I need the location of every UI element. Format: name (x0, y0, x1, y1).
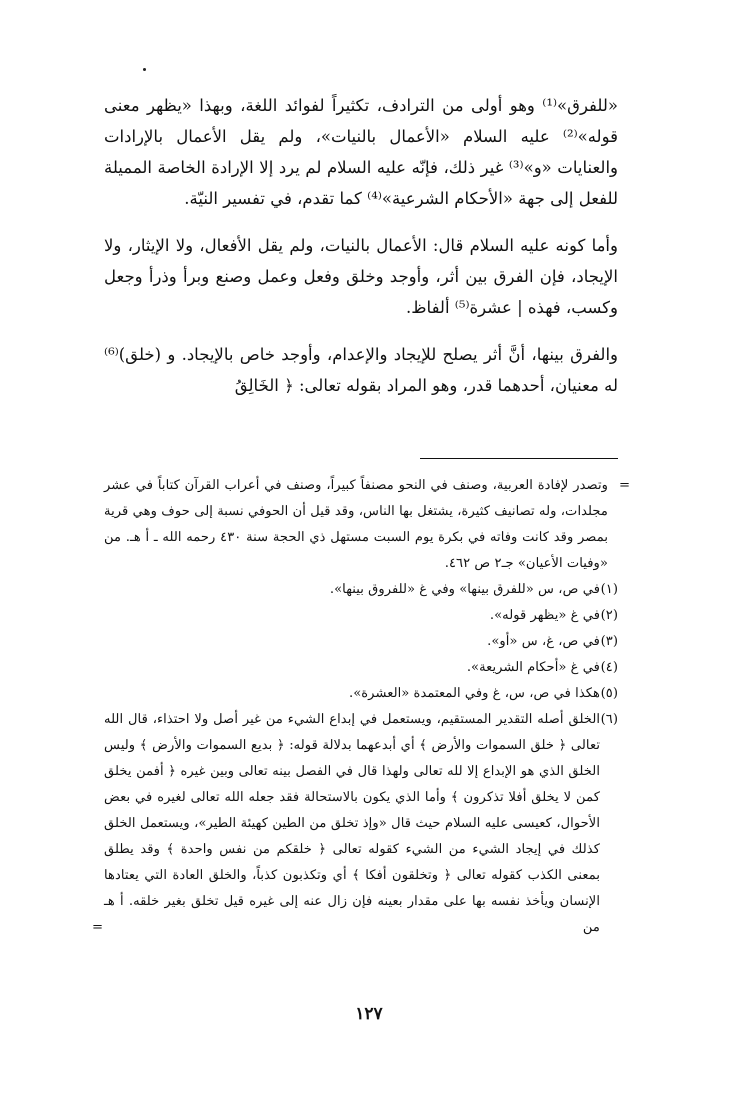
footnote-text: في غ «أحكام الشريعة». (466, 660, 600, 675)
footnote-continuation (104, 473, 630, 577)
footnote-text: في ص، س «للفرق بينها» وفي غ «للفروق بينها». (329, 582, 600, 597)
footnote-text: في غ «يظهر قوله». (489, 608, 600, 623)
footnote-4 (104, 655, 618, 681)
footnote-number: (٤) (600, 660, 618, 675)
footnote-text: هكذا في ص، س، غ وفي المعتمدة «العشرة». (349, 686, 600, 701)
paragraph-1: «للفرق»⁽¹⁾ وهو أولى من الترادف، تكثيراً لفوائد اللغة، وبهذا «يظهر معنى قوله»⁽²⁾ عليه السلام «الأعمال بالنيات»، ولم يقل الأعمال بالإرادات والعنايات «و»⁽³⁾ غير ذلك، فإنّه عليه السلام لم يرد إلا الإرادة الخاصة المميلة للفعل إلى جهة «الأحكام الشرعية»⁽⁴⁾ كما تقدم، في تفسير النيّة. (104, 96, 618, 208)
footnote-2 (104, 603, 618, 629)
ink-dot (143, 68, 146, 71)
footnote-1 (104, 577, 618, 603)
footnote-separator (420, 458, 618, 459)
paragraph-3: والفرق بينها، أنَّ أثر يصلح للإيجاد والإعدام، وأوجد خاص بالإيجاد. و (خلق)⁽⁶⁾ له معنيان، أحدهما قدر، وهو المراد بقوله تعالى: ﴿ الخَالِقُ (104, 345, 618, 395)
footnote-3 (104, 629, 618, 655)
footnote-6 (92, 707, 618, 941)
footnote-number: (١) (600, 582, 618, 597)
footnote-number: (٢) (600, 608, 618, 623)
continuation-marker-end: = (92, 920, 104, 935)
main-text (104, 90, 618, 401)
footnote-5 (104, 681, 618, 707)
footnote-number: (٣) (600, 634, 618, 649)
footnote-number: (٦) (600, 712, 618, 727)
page-number: ١٢٧ (355, 1004, 383, 1024)
footnotes (92, 473, 630, 941)
footnote-text: الخلق أصله التقدير المستقيم، ويستعمل في إبداع الشيء من غير أصل ولا احتذاء، قال الله تعالى ﴿ خلق السموات والأرض ﴾ أي أبدعهما بدلالة قوله: ﴿ بديع السموات والأرض ﴾ وليس الخلق الذي هو الإبداع إلا لله تعالى ولهذا قال في الفصل بينه تعالى وبين غيره ﴿ أفمن يخلق كمن لا يخلق أفلا تذكرون ﴾ وأما الذي يكون بالاستحالة فقد جعله الله تعالى لغيره في بعض الأحوال، كعيسى عليه السلام حيث قال «وإذ تخلق من الطين كهيئة الطير»، ويستعمل الخلق كذلك في إيجاد الشيء من الشيء كقوله تعالى ﴿ خلقكم من نفس واحدة ﴾ وقد يطلق بمعنى الكذب كقوله تعالى ﴿ وتخلقون أفكا ﴾ أي وتكذبون كذباً، والخلق العادة التي يعتادها الإنسان ويأخذ نفسه بها على مقدار بعينه فإن زال عنه إلى غيره قيل تخلق بغير خلقه. أ هـ من (104, 712, 600, 935)
footnote-number: (٥) (600, 686, 618, 701)
footnote-text: في ص، غ، س «أو». (487, 634, 600, 649)
paragraph-2: وأما كونه عليه السلام قال: الأعمال بالنيات، ولم يقل الأفعال، ولا الإيثار، ولا الإيجاد، فإن الفرق بين أثر، وأوجد وخلق وفعل وعمل وصنع وبرأ وذرأ وجعل وكسب، فهذه | عشرة⁽⁵⁾ ألفاظ. (104, 236, 618, 317)
continuation-text: وتصدر لإفادة العربية، وصنف في النحو مصنفاً كبيراً، وصنف في أعراب القرآن كتاباً في عشر مجلدات، وله تصانيف كثيرة، يشتغل بها الناس، وقد قيل أن الحوفي نسبة إلى حوف وهي قرية بمصر وقد كانت وفاته في بكرة يوم السبت مستهل ذي الحجة سنة ٤٣٠ رحمه الله ـ أ هـ. من «وفيات الأعيان» جـ٢ ص ٤٦٢. (104, 478, 609, 571)
continuation-marker: = (618, 478, 630, 493)
